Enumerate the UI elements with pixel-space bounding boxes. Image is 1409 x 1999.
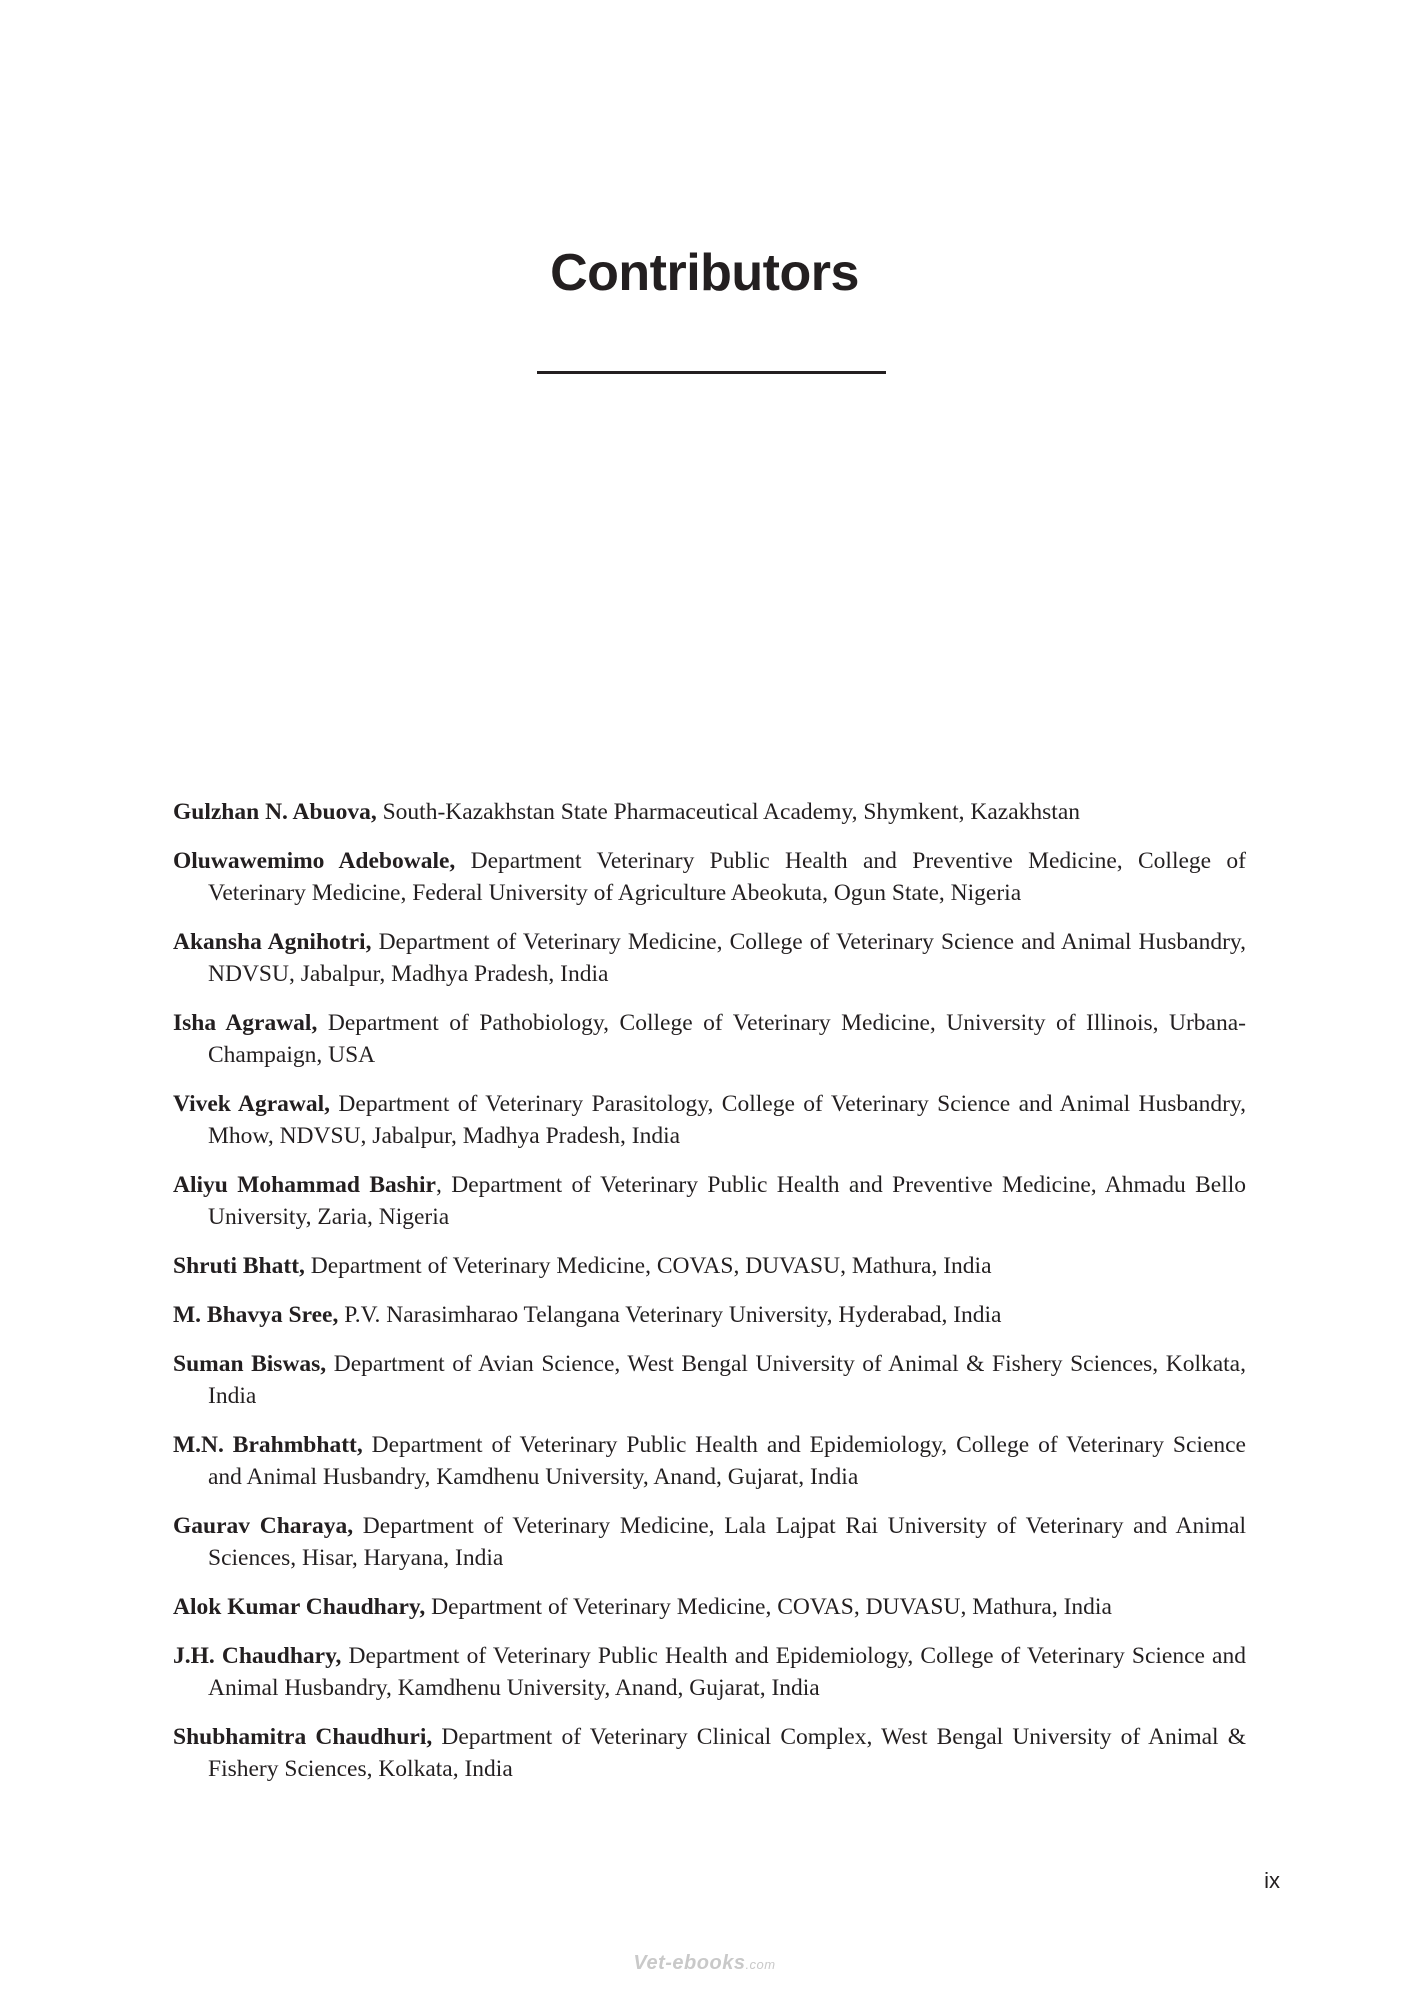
contributor-entry	[173, 1510, 1246, 1574]
contributor-entry	[173, 1721, 1246, 1785]
contributor-affiliation: Department of Avian Science, West Bengal University of Animal & Fishery Sciences, Kolkata, India	[208, 1351, 1246, 1409]
contributor-affiliation: Department of Veterinary Medicine, COVAS, DUVASU, Mathura, India	[304, 1253, 992, 1279]
contributor-entry	[173, 926, 1246, 990]
contributor-name: Gaurav Charaya,	[173, 1513, 354, 1539]
contributor-name: Alok Kumar Chaudhary,	[173, 1594, 426, 1620]
title-rule	[537, 371, 886, 374]
page-number: ix	[1264, 1868, 1280, 1893]
contributor-entry	[173, 1591, 1246, 1623]
contributor-name: M. Bhavya Sree,	[173, 1302, 339, 1328]
contributor-entry	[173, 845, 1246, 909]
contributor-affiliation: Department of Veterinary Medicine, Lala Lajpat Rai University of Veterinary and Animal Sciences, Hisar, Haryana, India	[208, 1513, 1246, 1571]
contributor-name: Shubhamitra Chaudhuri,	[173, 1724, 433, 1750]
contributor-name: Gulzhan N. Abuova,	[173, 799, 377, 825]
contributor-entry	[173, 1429, 1246, 1493]
contributor-entry	[173, 1250, 1246, 1282]
contributor-affiliation: Department of Veterinary Parasitology, College of Veterinary Science and Animal Husbandry, Mhow, NDVSU, Jabalpur, Madhya Pradesh, India	[208, 1091, 1246, 1149]
contributors-list	[173, 796, 1246, 1802]
contributor-entry	[173, 1007, 1246, 1071]
page-title: Contributors	[550, 244, 859, 302]
contributor-name: Shruti Bhatt,	[173, 1253, 305, 1279]
contributor-entry	[173, 1348, 1246, 1412]
contributor-affiliation: Department of Veterinary Medicine, COVAS, DUVASU, Mathura, India	[425, 1594, 1112, 1620]
contributor-entry	[173, 1169, 1246, 1233]
contributor-entry	[173, 1640, 1246, 1704]
contributor-name: Suman Biswas,	[173, 1351, 327, 1377]
contributor-affiliation: P.V. Narasimharao Telangana Veterinary University, Hyderabad, India	[338, 1302, 1002, 1328]
contributor-affiliation: Department of Veterinary Medicine, College of Veterinary Science and Animal Husbandry, NDVSU, Jabalpur, Madhya Pradesh, India	[208, 929, 1247, 987]
contributor-entry	[173, 1299, 1246, 1331]
contributor-affiliation: Department of Veterinary Public Health and Epidemiology, College of Veterinary Science and Animal Husbandry, Kamdhenu University, Anand, Gujarat, India	[208, 1643, 1246, 1701]
contributor-name: Vivek Agrawal,	[173, 1091, 331, 1117]
contributor-entry	[173, 796, 1246, 828]
contributor-name: M.N. Brahmbhatt,	[173, 1432, 363, 1458]
contributor-affiliation: Department Veterinary Public Health and Preventive Medicine, College of Veterinary Medicine, Federal University of Agriculture Abeokuta, Ogun State, Nigeria	[208, 848, 1247, 906]
watermark-text: Vet-ebooks	[633, 1952, 746, 1974]
watermark-logo	[0, 1952, 1409, 1975]
contributor-affiliation: South-Kazakhstan State Pharmaceutical Academy, Shymkent, Kazakhstan	[376, 799, 1081, 825]
contributor-entry	[173, 1088, 1246, 1152]
contributor-name: Oluwawemimo Adebowale,	[173, 848, 456, 874]
contributor-affiliation: Department of Veterinary Public Health and Epidemiology, College of Veterinary Science and Animal Husbandry, Kamdhenu University, Anand, Gujarat, India	[208, 1432, 1246, 1490]
contributor-affiliation: Department of Pathobiology, College of Veterinary Medicine, University of Illinois, Urbana-Champaign, USA	[208, 1010, 1246, 1068]
watermark-suffix: .com	[745, 1957, 776, 1972]
contributor-name: Akansha Agnihotri,	[173, 929, 372, 955]
contributor-name: Isha Agrawal,	[173, 1010, 318, 1036]
contributor-name: Aliyu Mohammad Bashir	[173, 1172, 436, 1198]
contributor-name: J.H. Chaudhary,	[173, 1643, 342, 1669]
contributor-affiliation: , Department of Veterinary Public Health and Preventive Medicine, Ahmadu Bello University, Zaria, Nigeria	[208, 1172, 1247, 1230]
contributor-affiliation: Department of Veterinary Clinical Complex, West Bengal University of Animal & Fishery Sciences, Kolkata, India	[208, 1724, 1246, 1782]
